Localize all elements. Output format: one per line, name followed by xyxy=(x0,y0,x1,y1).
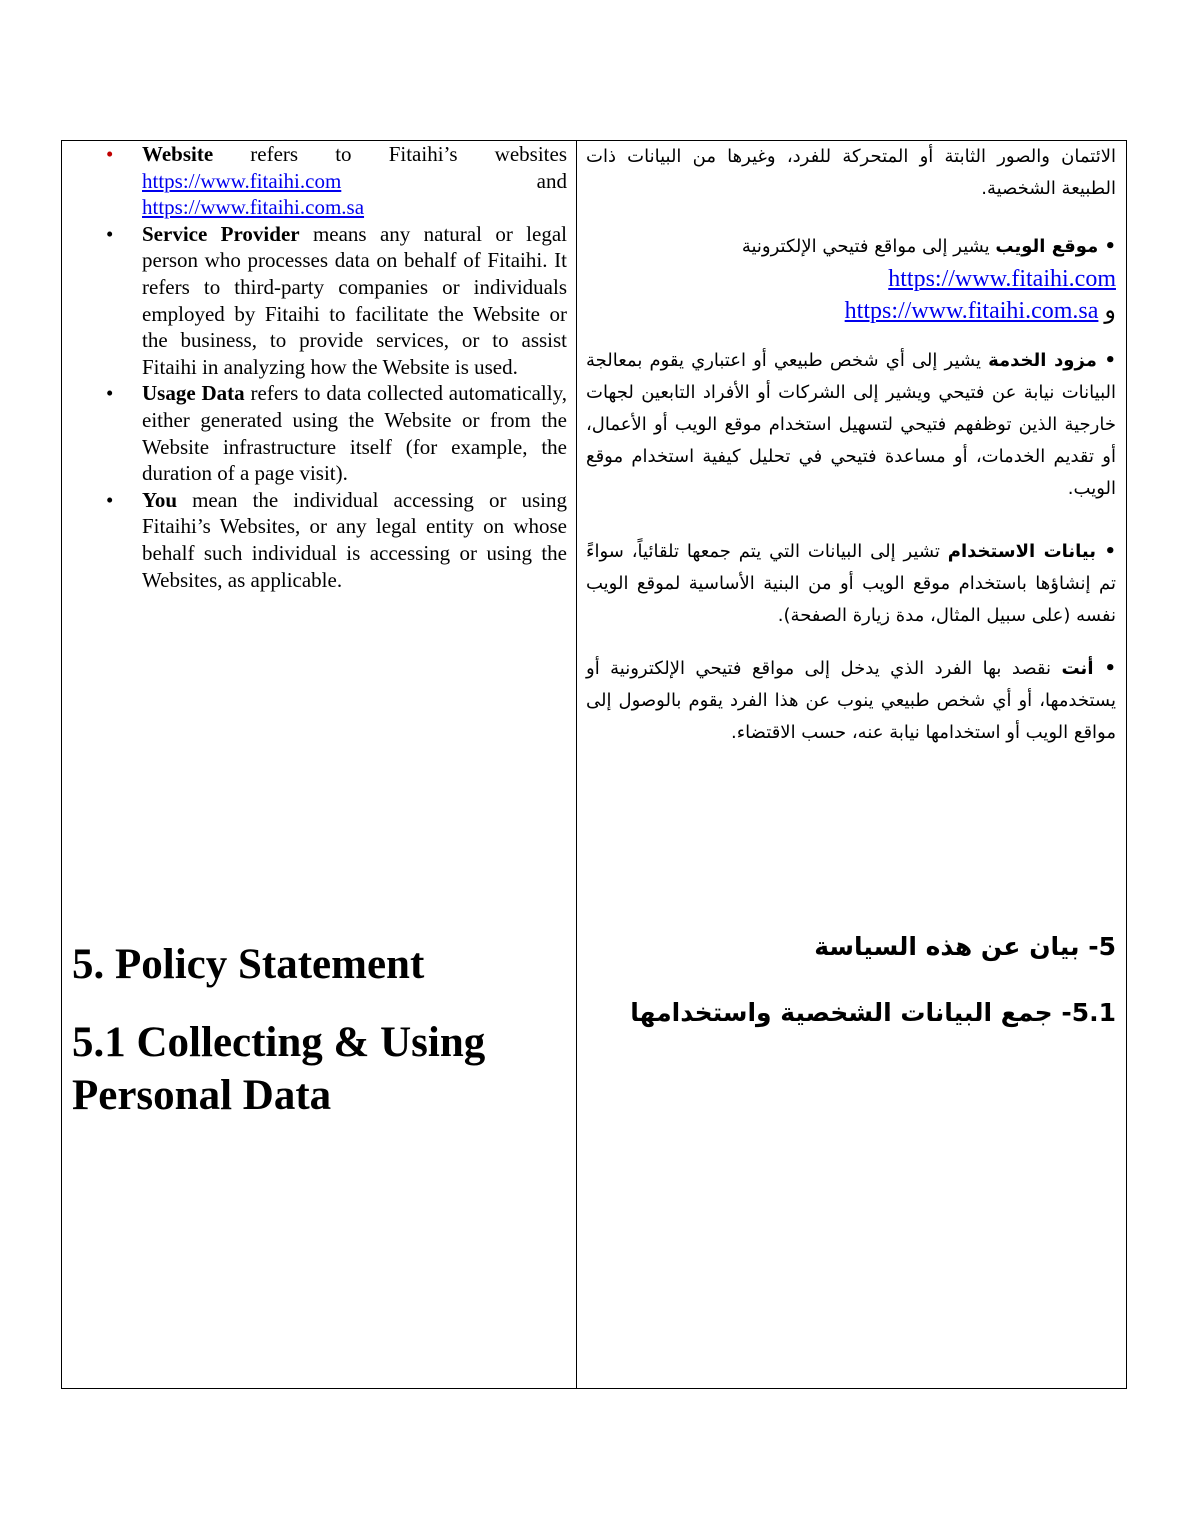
arabic-term-service-provider: • مزود الخدمة xyxy=(988,350,1116,371)
website-third-line xyxy=(142,194,567,221)
arabic-continuation: الائتمان والصور الثابتة أو المتحركة للفرد، وغيرها من البيانات ذات الطبيعة الشخصية. xyxy=(586,146,1116,199)
arabic-definition-you: • أنت نقصد بها الفرد الذي يدخل إلى مواقع فتيحي الإلكترونية أو يستخدمها، أو أي شخص طبيعي ينوب عن هذا الفرد يقوم بالوصول إلى مواقع الويب أو استخدامها نيابة عنه، حسب الاقتضاء. xyxy=(586,658,1116,743)
bullet-icon: • xyxy=(106,221,114,246)
term-website: Website xyxy=(142,142,214,166)
arabic-link-fitaihi-com[interactable]: https://www.fitaihi.com xyxy=(888,266,1116,292)
link-fitaihi-com[interactable]: https://www.fitaihi.com xyxy=(142,168,342,193)
english-column xyxy=(62,141,577,1388)
arabic-link-line-1 xyxy=(586,263,1116,295)
definition-text: mean the individual accessing or using Fitaihi’s Websites, or any legal entity on whose behalf such individual is accessing or using the Websites, as applicable. xyxy=(142,487,567,592)
bullet-icon: • xyxy=(106,142,114,166)
definition-text: refers to data collected automatically, either generated using the Website or from the Website infrastructure itself (for example, the duration of a page visit). xyxy=(142,381,567,486)
arabic-definition-usage-data: • بيانات الاستخدام تشير إلى البيانات التي يتم جمعها تلقائياً، سواءً تم إنشاؤها باستخدام موقع الويب أو من البنية الأساسية لموقع الويب نفسه (على سبيل المثال، مدة زيارة الصفحة). xyxy=(586,541,1116,626)
definition-service-provider xyxy=(62,221,577,381)
website-first-line: Website refers to Fitaihi’s websites xyxy=(142,142,567,166)
arabic-term-website: • موقع الويب xyxy=(995,236,1116,257)
definitions-list xyxy=(62,141,577,593)
link-fitaihi-com-sa[interactable]: https://www.fitaihi.com.sa xyxy=(142,195,365,220)
arabic-link-fitaihi-com-sa[interactable]: https://www.fitaihi.com.sa xyxy=(844,298,1099,324)
arabic-and-text: و xyxy=(1104,298,1116,324)
definition-text: means any natural or legal person who processes data on behalf of Fitaihi. It refers to third-party companies or individuals employed by Fitaihi to facilitate the Website or the business, to provide services, or to assist Fitaihi in analyzing how the Website is used. xyxy=(142,221,567,379)
arabic-heading-collecting: 5.1- جمع البيانات الشخصية واستخدامها xyxy=(630,998,1116,1027)
arabic-link-line-2 xyxy=(586,295,1116,327)
arabic-heading-policy: 5- بيان عن هذه السياسة xyxy=(814,932,1116,961)
arabic-term-you: • أنت xyxy=(1061,658,1116,679)
and-text: and xyxy=(536,168,567,193)
heading-policy-statement: 5. Policy Statement xyxy=(72,941,425,988)
term-usage-data: Usage Data xyxy=(142,381,245,406)
bullet-icon: • xyxy=(106,487,114,512)
term-you: You xyxy=(142,487,178,512)
arabic-website-line: • موقع الويب يشير إلى مواقع فتيحي الإلكترونية xyxy=(741,236,1116,257)
definition-usage-data xyxy=(62,380,577,486)
heading-collecting-personal-data: 5.1 Collecting & Using Personal Data xyxy=(72,1019,486,1119)
term-service-provider: Service Provider xyxy=(142,221,300,246)
bilingual-table xyxy=(61,140,1127,1389)
definition-you xyxy=(62,487,577,593)
bullet-icon: • xyxy=(106,381,114,406)
arabic-definition-service-provider: • مزود الخدمة يشير إلى أي شخص طبيعي أو اعتباري يقوم بمعالجة البيانات نيابة عن فتيحي ويشير إلى الشركات أو الأفراد التابعين لجهات خارجية الذين توظفهم فتيحي لتسهيل استخدام موقع الويب أو الأعمال، أو تقديم الخدمات، أو مساعدة فتيحي في تحليل كيفية استخدام موقع الويب. xyxy=(586,350,1116,499)
arabic-definition-website xyxy=(586,231,1116,327)
website-second-line xyxy=(142,168,567,195)
arabic-term-usage-data: • بيانات الاستخدام xyxy=(947,541,1116,562)
definition-website xyxy=(62,141,577,221)
arabic-column xyxy=(577,141,1126,1388)
